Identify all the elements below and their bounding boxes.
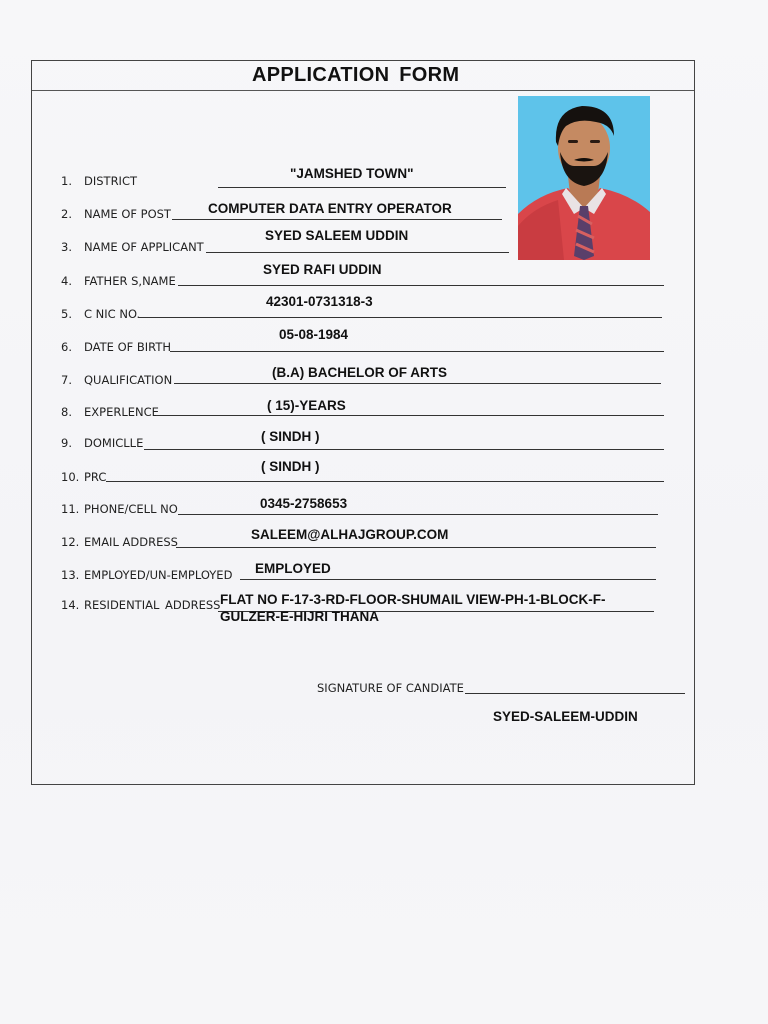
field-row-address [0,592,768,630]
field-value-experience[interactable]: ( 15)-YEARS [267,398,346,413]
field-underline [172,219,502,220]
field-label: PRC [84,470,107,484]
field-row-domicile [0,429,768,462]
field-label: EXPERLENCE [84,405,159,419]
field-underline [178,285,664,286]
field-underline [144,449,664,450]
field-number: 12. [61,535,80,549]
field-value-father-name[interactable]: SYED RAFI UDDIN [263,262,382,277]
signature-underline [465,693,685,694]
field-label: RESIDENTIAL ADDRESS [84,598,221,612]
field-label: DISTRICT [84,174,138,188]
field-row-prc [0,459,768,494]
field-value-address-line2[interactable]: GULZER-E-HIJRI THANA [220,609,379,624]
field-row-phone [0,496,768,529]
field-number: 1. [61,174,72,188]
field-number: 10. [61,470,80,484]
field-underline [156,415,664,416]
field-number: 5. [61,307,72,321]
field-row-experience [0,399,768,429]
signature-name[interactable]: SYED-SALEEM-UDDIN [493,709,638,724]
field-underline [138,317,662,318]
field-value-cnic[interactable]: 42301-0731318-3 [266,294,373,309]
field-value-phone[interactable]: 0345-2758653 [260,496,348,511]
field-underline [174,383,661,384]
field-label: PHONE/CELL NO [84,502,178,516]
field-row-dob [0,327,768,364]
field-number: 2. [61,207,72,221]
field-underline [206,252,509,253]
field-number: 3. [61,240,72,254]
field-label: DOMICLLE [84,436,144,450]
field-value-address-line1[interactable]: FLAT NO F-17-3-RD-FLOOR-SHUMAIL VIEW-PH-1-BLOCK-F- [220,592,606,607]
field-value-email[interactable]: SALEEM@ALHAJGROUP.COM [251,527,449,542]
field-number: 8. [61,405,72,419]
field-row-post [0,201,768,231]
field-row-cnic [0,294,768,331]
field-row-email [0,527,768,562]
field-underline [240,579,656,580]
field-value-qualification[interactable]: (B.A) BACHELOR OF ARTS [272,365,447,380]
field-underline [218,187,506,188]
form-title: APPLICATION FORM [252,64,460,86]
field-value-district[interactable]: "JAMSHED TOWN" [290,166,414,181]
field-number: 9. [61,436,72,450]
field-label: QUALIFICATION [84,373,173,387]
field-label: NAME OF POST [84,207,171,221]
field-number: 13. [61,568,80,582]
field-value-dob[interactable]: 05-08-1984 [279,327,349,342]
field-label: EMAIL ADDRESS [84,535,178,549]
field-row-district [0,168,768,198]
field-underline [176,547,656,548]
field-number: 7. [61,373,72,387]
field-underline [106,481,664,482]
field-label: EMPLOYED/UN-EMPLOYED [84,568,233,582]
field-label: C NIC NO. [84,307,141,321]
field-number: 11. [61,502,80,516]
field-row-applicant [0,228,768,264]
field-number: 14. [61,598,80,612]
field-value-prc[interactable]: ( SINDH ) [261,459,320,474]
title-bar [32,61,694,91]
field-label: FATHER S,NAME [84,274,176,288]
field-number: 4. [61,274,72,288]
field-label: DATE OF BIRTH [84,340,172,354]
field-value-applicant[interactable]: SYED SALEEM UDDIN [265,228,409,243]
field-underline [178,514,658,515]
field-underline [170,351,664,352]
signature-label: SIGNATURE OF CANDIATE [317,681,464,695]
field-row-father-name [0,262,768,298]
field-number: 6. [61,340,72,354]
field-label: NAME OF APPLICANT [84,240,204,254]
field-value-employment[interactable]: EMPLOYED [255,561,331,576]
field-value-post[interactable]: COMPUTER DATA ENTRY OPERATOR [208,201,452,216]
field-value-domicile[interactable]: ( SINDH ) [261,429,320,444]
field-row-qualification [0,367,768,397]
